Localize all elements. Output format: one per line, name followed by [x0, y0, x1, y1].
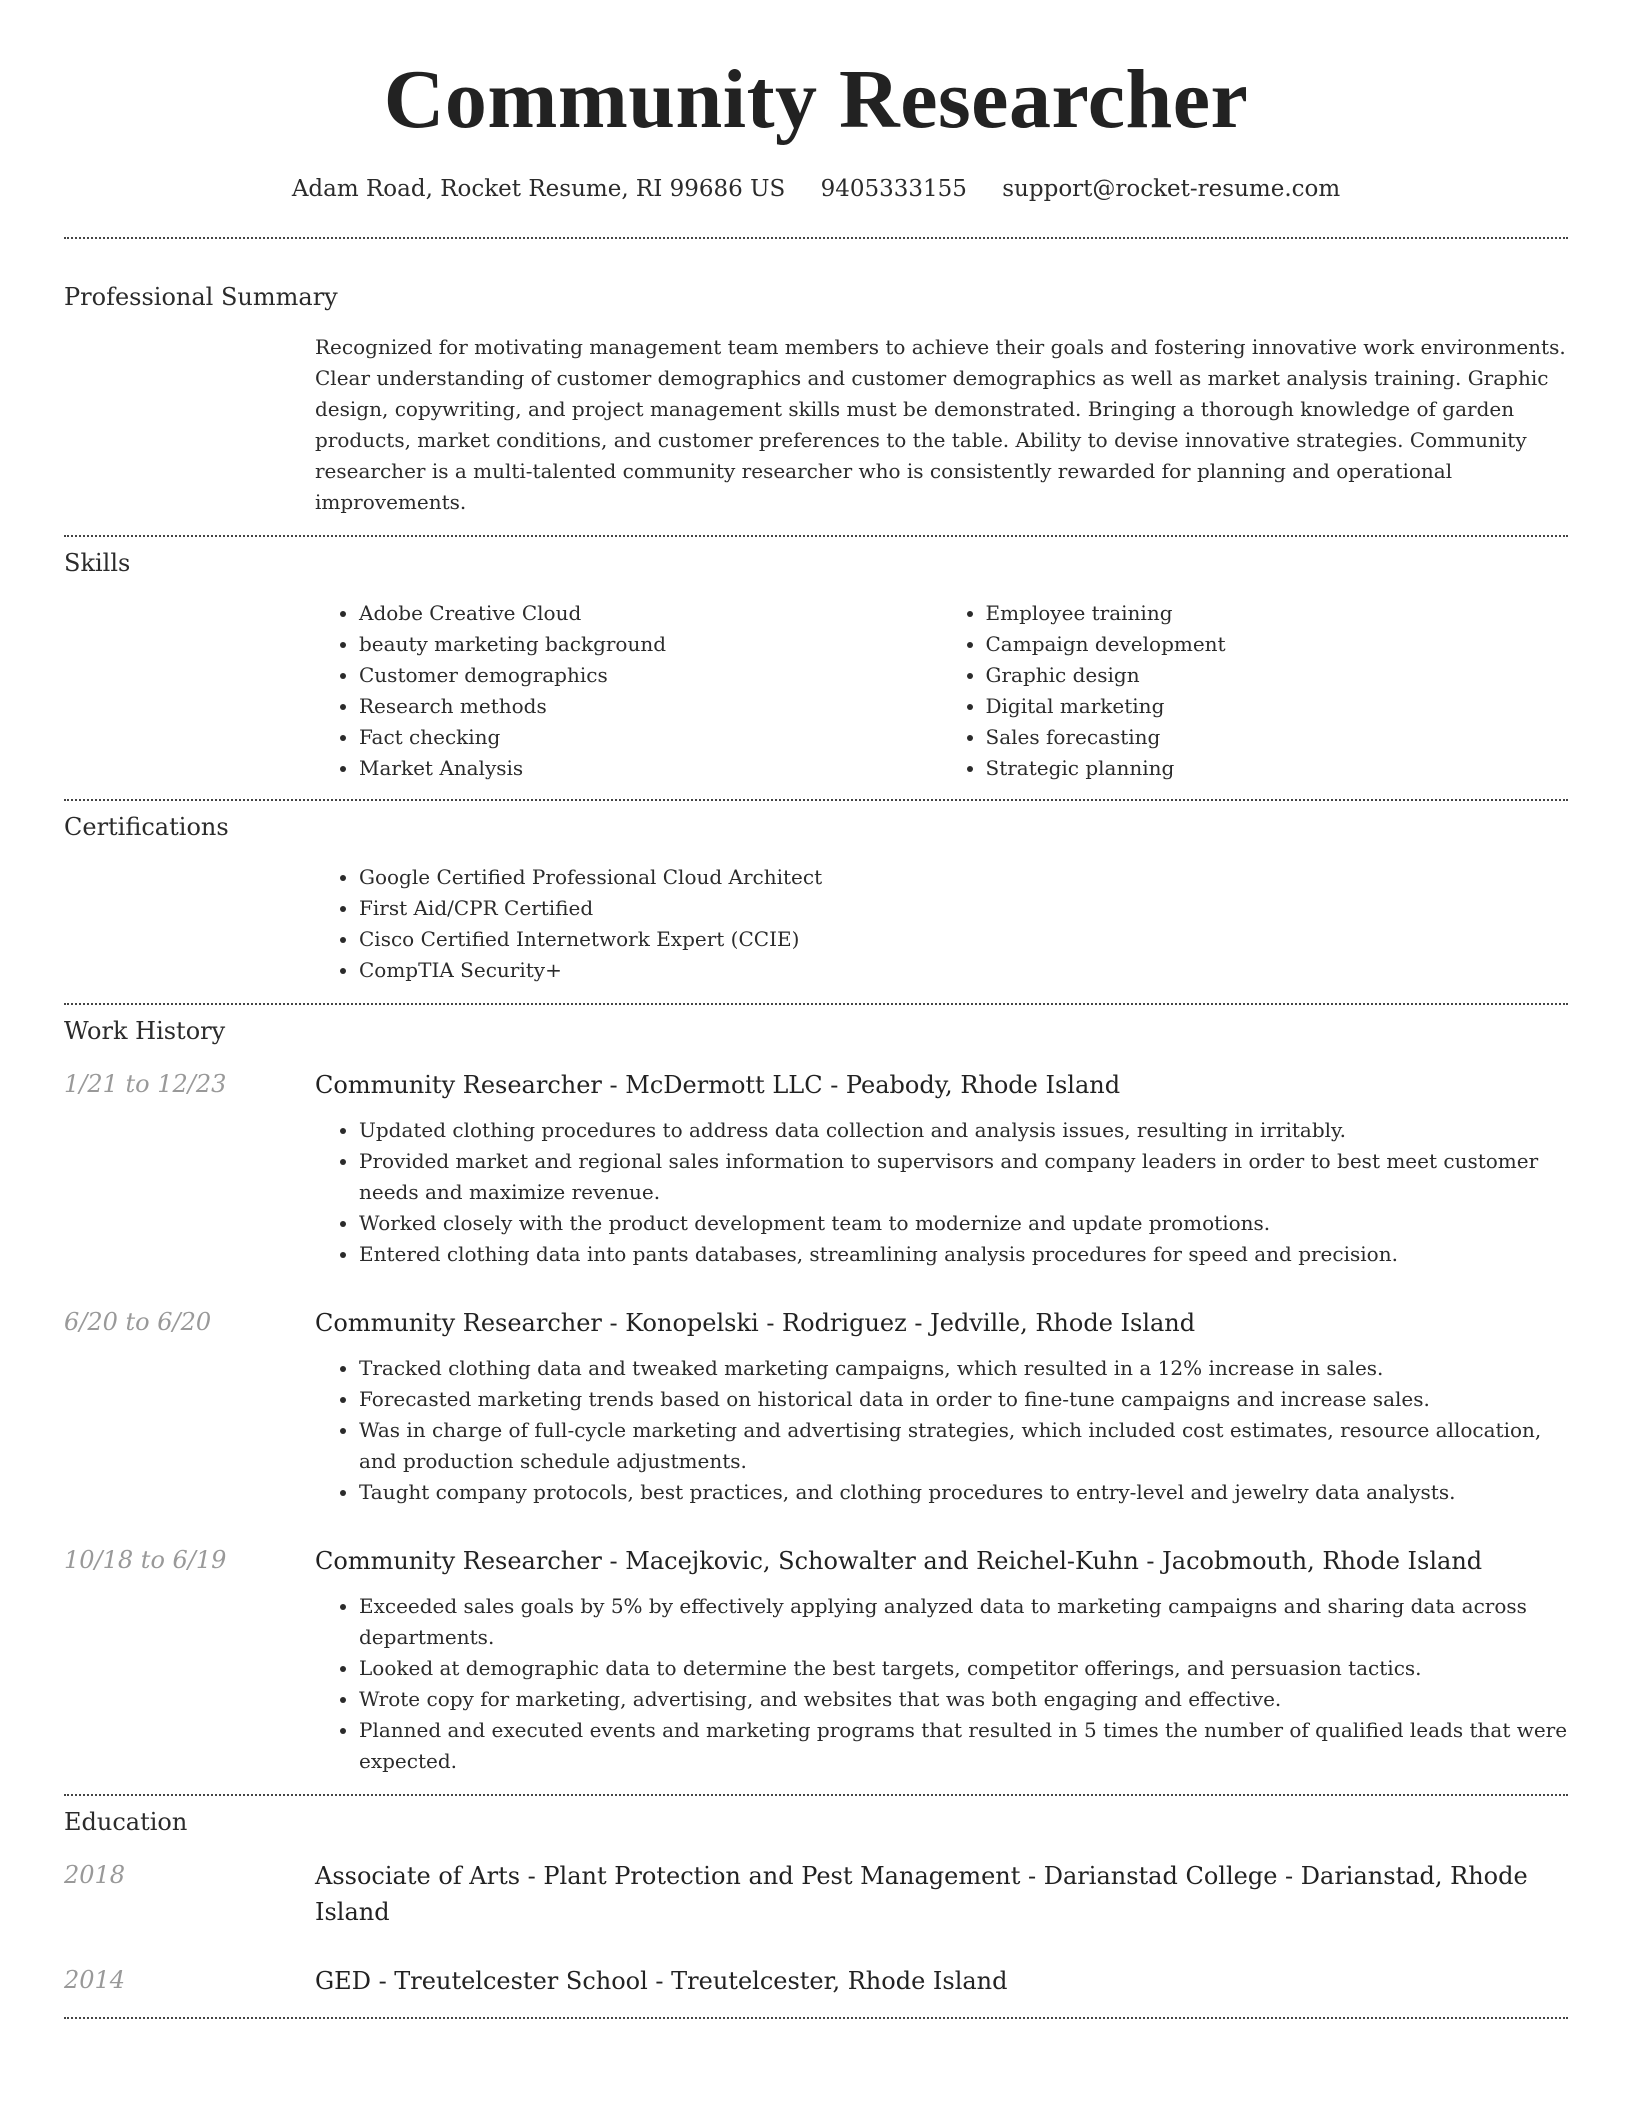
- certifications-list: [315, 862, 1568, 986]
- job-bullets: [315, 1353, 1568, 1508]
- work-history-section: [64, 1005, 1568, 1777]
- job-bullet: • Provided market and regional sales information to supervisors and company leaders in order to best meet customer needs and maximize revenue.: [359, 1146, 1568, 1208]
- job-bullet: • Wrote copy for marketing, advertising, and websites that was both engaging and effective.: [359, 1684, 1568, 1715]
- job-details: [315, 1305, 1568, 1508]
- job-dates: 10/18 to 6/19: [64, 1546, 227, 1574]
- education-details: [315, 1963, 1568, 1999]
- education-title: Associate of Arts - Plant Protection and Pest Management - Darianstad College - Darianstad, Rhode Island: [315, 1862, 1528, 1926]
- job-bullet: • Tracked clothing data and tweaked marketing campaigns, which resulted in a 12% increase in sales.: [359, 1353, 1568, 1384]
- skills-heading: Skills: [64, 549, 131, 577]
- education-details: [315, 1858, 1568, 1930]
- summary-section: [64, 239, 1568, 518]
- resume-name: Community Researcher: [383, 53, 1249, 146]
- job-bullets: [315, 1115, 1568, 1270]
- skill-item: • Market Analysis: [359, 753, 942, 784]
- education-title: GED - Treutelcester School - Treutelcester, Rhode Island: [315, 1967, 1008, 1995]
- education-entry: [64, 1963, 1568, 1999]
- certifications-section: [64, 801, 1568, 986]
- job-bullet: • Exceeded sales goals by 5% by effectively applying analyzed data to marketing campaigns and sharing data across departments.: [359, 1591, 1568, 1653]
- job-dates: 1/21 to 12/23: [64, 1070, 227, 1098]
- certifications-heading: Certifications: [64, 813, 229, 841]
- skill-item: • Sales forecasting: [986, 722, 1569, 753]
- skill-item: • Digital marketing: [986, 691, 1569, 722]
- skill-item: • beauty marketing background: [359, 629, 942, 660]
- job-bullet: • Planned and executed events and marketing programs that resulted in 5 times the number of qualified leads that were expected.: [359, 1715, 1568, 1777]
- job-title: Community Researcher - Konopelski - Rodriguez - Jedville, Rhode Island: [315, 1309, 1196, 1337]
- contact-phone: 9405333155: [820, 176, 967, 202]
- certification-item: • CompTIA Security+: [359, 955, 1568, 986]
- job-title: Community Researcher - McDermott LLC - Peabody, Rhode Island: [315, 1071, 1121, 1099]
- job-title: Community Researcher - Macejkovic, Schowalter and Reichel-Kuhn - Jacobmouth, Rhode Island: [315, 1547, 1483, 1575]
- job-details: [315, 1067, 1568, 1270]
- skill-item: • Campaign development: [986, 629, 1569, 660]
- job-bullet: • Taught company protocols, best practices, and clothing procedures to entry-level and jewelry data analysts.: [359, 1477, 1568, 1508]
- contact-address: Adam Road, Rocket Resume, RI 99686 US: [291, 176, 786, 202]
- skills-column-right: [942, 598, 1569, 784]
- education-heading: Education: [64, 1808, 188, 1836]
- skill-item: • Fact checking: [359, 722, 942, 753]
- skill-item: • Strategic planning: [986, 753, 1569, 784]
- job-dates: 6/20 to 6/20: [64, 1308, 212, 1336]
- job-bullets: [315, 1591, 1568, 1777]
- education-section: [64, 1796, 1568, 1999]
- job-bullet: • Looked at demographic data to determine the best targets, competitor offerings, and persuasion tactics.: [359, 1653, 1568, 1684]
- education-year: 2018: [64, 1861, 126, 1889]
- job-bullet: • Worked closely with the product development team to modernize and update promotions.: [359, 1208, 1568, 1239]
- skills-list: [315, 598, 1568, 784]
- certification-item: • Cisco Certified Internetwork Expert (CCIE): [359, 924, 1568, 955]
- certification-item: • Google Certified Professional Cloud Architect: [359, 862, 1568, 893]
- skills-section: [64, 537, 1568, 784]
- summary-heading: Professional Summary: [64, 283, 338, 311]
- skill-item: • Customer demographics: [359, 660, 942, 691]
- education-entry: [64, 1858, 1568, 1930]
- job-bullet: • Entered clothing data into pants databases, streamlining analysis procedures for speed and precision.: [359, 1239, 1568, 1270]
- work-history-heading: Work History: [64, 1017, 226, 1045]
- skill-item: • Adobe Creative Cloud: [359, 598, 942, 629]
- skill-item: • Employee training: [986, 598, 1569, 629]
- skill-item: • Graphic design: [986, 660, 1569, 691]
- job-bullet: • Updated clothing procedures to address data collection and analysis issues, resulting in irritably.: [359, 1115, 1568, 1146]
- certification-item: • First Aid/CPR Certified: [359, 893, 1568, 924]
- job-entry: [64, 1305, 1568, 1508]
- contact-line: [64, 176, 1568, 202]
- education-year: 2014: [64, 1966, 126, 1994]
- skills-column-left: [315, 598, 942, 784]
- job-entry: [64, 1543, 1568, 1777]
- job-bullet: • Was in charge of full-cycle marketing and advertising strategies, which included cost estimates, resource allocation, and production schedule adjustments.: [359, 1415, 1568, 1477]
- job-bullet: • Forecasted marketing trends based on historical data in order to fine-tune campaigns and increase sales.: [359, 1384, 1568, 1415]
- contact-email: support@rocket-resume.com: [1002, 176, 1341, 202]
- job-details: [315, 1543, 1568, 1777]
- job-entry: [64, 1067, 1568, 1270]
- divider: [64, 2017, 1568, 2019]
- summary-text: Recognized for motivating management team members to achieve their goals and fostering innovative work environments. Clear understanding of customer demographics and customer demographics as well as market analysis training. Graphic design, copywriting, and project management skills must be demonstrated. Bringing a thorough knowledge of garden products, market conditions, and customer preferences to the table. Ability to devise innovative strategies. Community researcher is a multi-talented community researcher who is consistently rewarded for planning and operational improvements.: [315, 335, 1566, 514]
- skill-item: • Research methods: [359, 691, 942, 722]
